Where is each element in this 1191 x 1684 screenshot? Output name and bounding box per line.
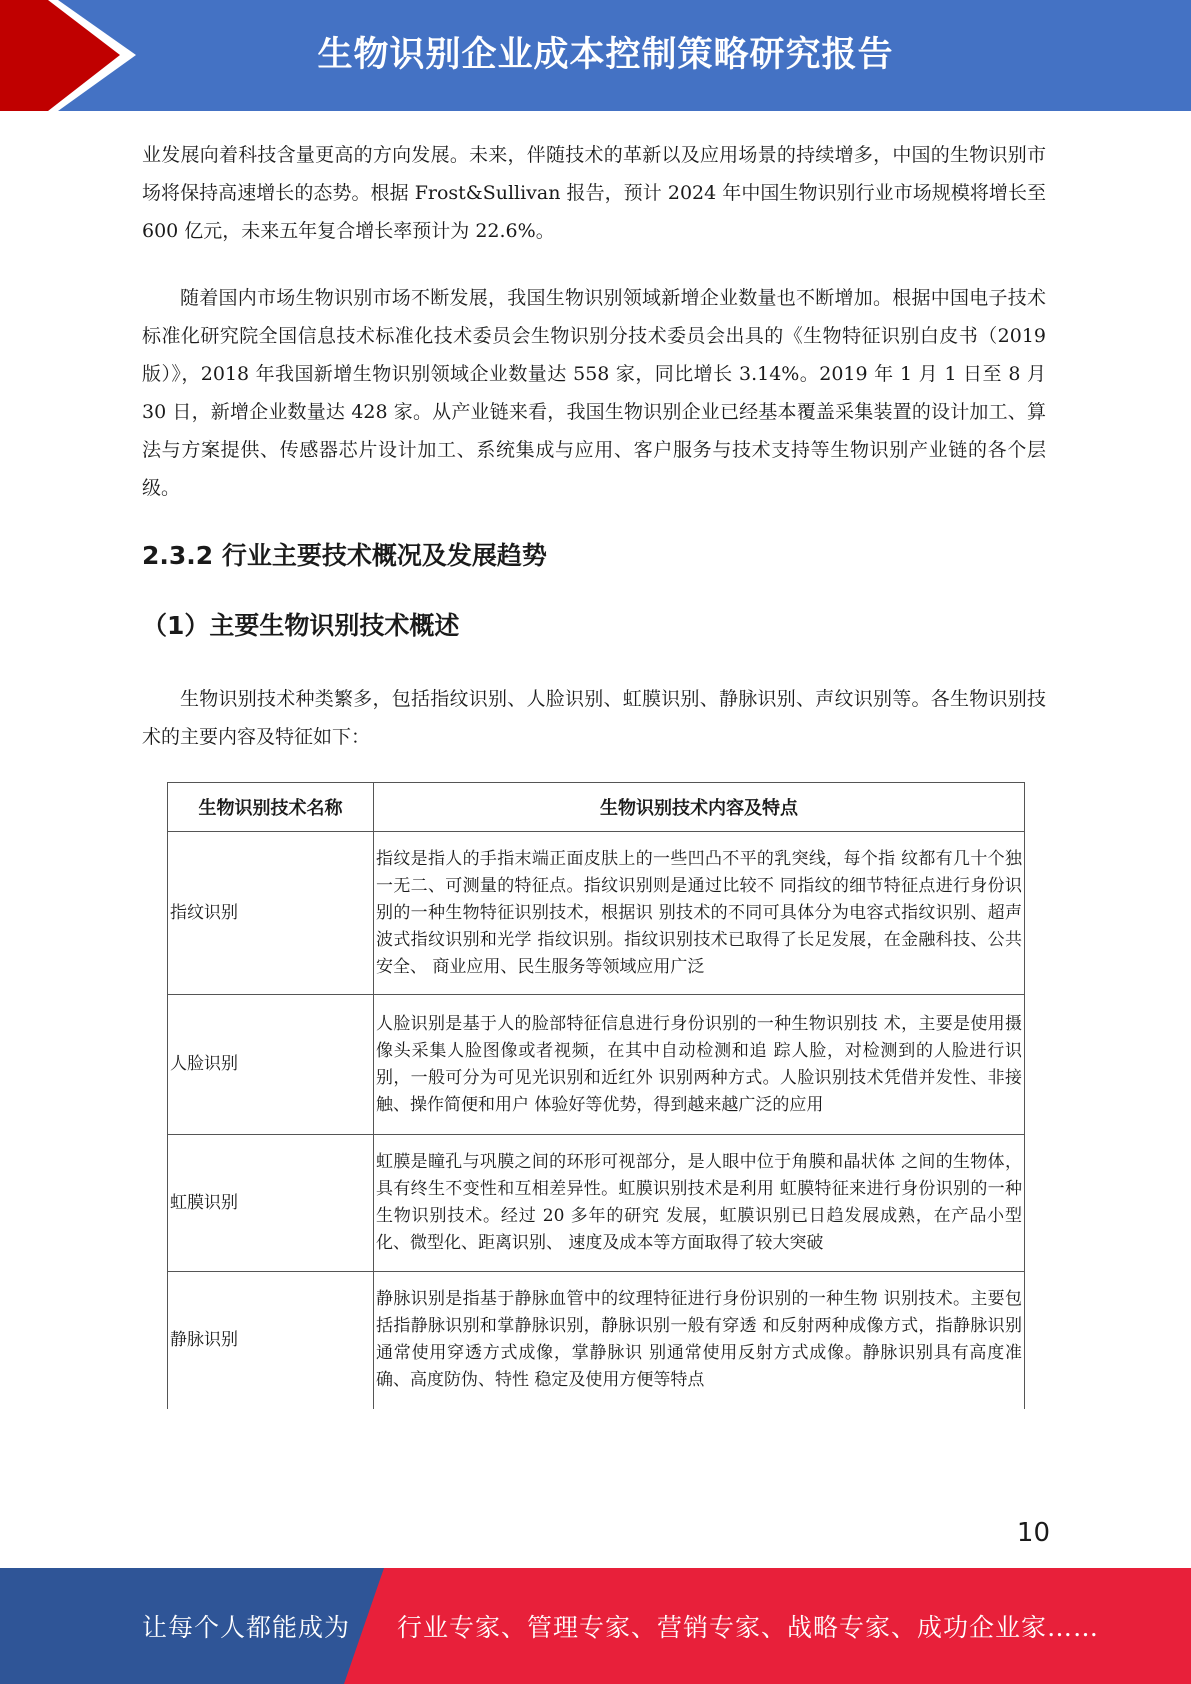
third-paragraph-block	[142, 680, 1046, 756]
table-row	[168, 995, 1025, 1135]
tech-name-cell: 虹膜识别	[168, 1135, 374, 1272]
subsection-heading: （1）主要生物识别技术概述	[142, 611, 460, 640]
table-header-name: 生物识别技术名称	[168, 783, 374, 832]
table-header-row	[168, 783, 1025, 832]
report-title: 生物识别企业成本控制策略研究报告	[317, 35, 894, 75]
paragraph-new-enterprises: 随着国内市场生物识别市场不断发展，我国生物识别领域新增企业数量也不断增加。根据中国电子技术标准化研究院全国信息技术标准化技术委员会生物识别分技术委员会出具的《生物特征识别白皮书（2019 版）》，2018 年我国新增生物识别领域企业数量达 558 家，同比增长 3.14%。2019 年 1 月 1 日至 8 月 30 日，新增企业数量达 428 家。从产业链来看，我国生物识别企业已经基本覆盖采集装置的设计加工、算法与方案提供、传感器芯片设计加工、系统集成与应用、客户服务与技术支持等生物识别产业链的各个层级。	[142, 287, 1046, 499]
tech-name-cell: 人脸识别	[168, 995, 374, 1135]
tech-desc-cell: 人脸识别是基于人的脸部特征信息进行身份识别的一种生物识别技 术，主要是使用摄像头采集人脸图像或者视频，在其中自动检测和追 踪人脸，对检测到的人脸进行识别，一般可分为可见光识别和近红外 识别两种方式。人脸识别技术凭借并发性、非接触、操作简便和用户 体验好等优势，得到越来越广泛的应用	[374, 995, 1025, 1135]
section-heading: 2.3.2 行业主要技术概况及发展趋势	[142, 541, 547, 570]
tech-desc-cell: 虹膜是瞳孔与巩膜之间的环形可视部分，是人眼中位于角膜和晶状体 之间的生物体，具有终生不变性和互相差异性。虹膜识别技术是利用 虹膜特征来进行身份识别的一种生物识别技术。经过 20 多年的研究 发展，虹膜识别已日趋发展成熟，在产品小型化、微型化、距离识别、 速度及成本等方面取得了较大突破	[374, 1135, 1025, 1272]
intro-paragraph-block	[142, 136, 1046, 250]
footer-slogan-right: 行业专家、管理专家、营销专家、战略专家、成功企业家……	[397, 1613, 1100, 1642]
table-row	[168, 1135, 1025, 1272]
tech-desc-cell: 指纹是指人的手指末端正面皮肤上的一些凹凸不平的乳突线，每个指 纹都有几十个独一无二、可测量的特征点。指纹识别则是通过比较不 同指纹的细节特征点进行身份识别的一种生物特征识别技术，根据识 别技术的不同可具体分为电容式指纹识别、超声波式指纹识别和光学 指纹识别。指纹识别技术已取得了长足发展，在金融科技、公共安全、 商业应用、民生服务等领域应用广泛	[374, 832, 1025, 995]
second-paragraph-block	[142, 279, 1046, 507]
paragraph-tech-types: 生物识别技术种类繁多，包括指纹识别、人脸识别、虹膜识别、静脉识别、声纹识别等。各生物识别技术的主要内容及特征如下：	[142, 688, 1046, 748]
page-number: 10	[1016, 1518, 1050, 1548]
table-header-desc: 生物识别技术内容及特点	[374, 783, 1025, 832]
biometric-tech-table	[167, 782, 1025, 1409]
tech-desc-cell: 静脉识别是指基于静脉血管中的纹理特征进行身份识别的一种生物 识别技术。主要包括指静脉识别和掌静脉识别，静脉识别一般有穿透 和反射两种成像方式，指静脉识别通常使用穿透方式成像，掌静脉识 别通常使用反射方式成像。静脉识别具有高度准确、高度防伪、特性 稳定及使用方便等特点	[374, 1272, 1025, 1409]
paragraph-market-growth: 业发展向着科技含量更高的方向发展。未来，伴随技术的革新以及应用场景的持续增多，中国的生物识别市场将保持高速增长的态势。根据 Frost&Sullivan 报告，预计 2024 年中国生物识别行业市场规模将增长至 600 亿元，未来五年复合增长率预计为 22.6%。	[142, 144, 1046, 242]
page-header	[0, 0, 1191, 111]
footer-slogan-left: 让每个人都能成为	[142, 1613, 351, 1642]
table-row	[168, 832, 1025, 995]
tech-name-cell: 指纹识别	[168, 832, 374, 995]
table-row	[168, 1272, 1025, 1409]
tech-name-cell: 静脉识别	[168, 1272, 374, 1409]
page-footer	[0, 1568, 1191, 1684]
